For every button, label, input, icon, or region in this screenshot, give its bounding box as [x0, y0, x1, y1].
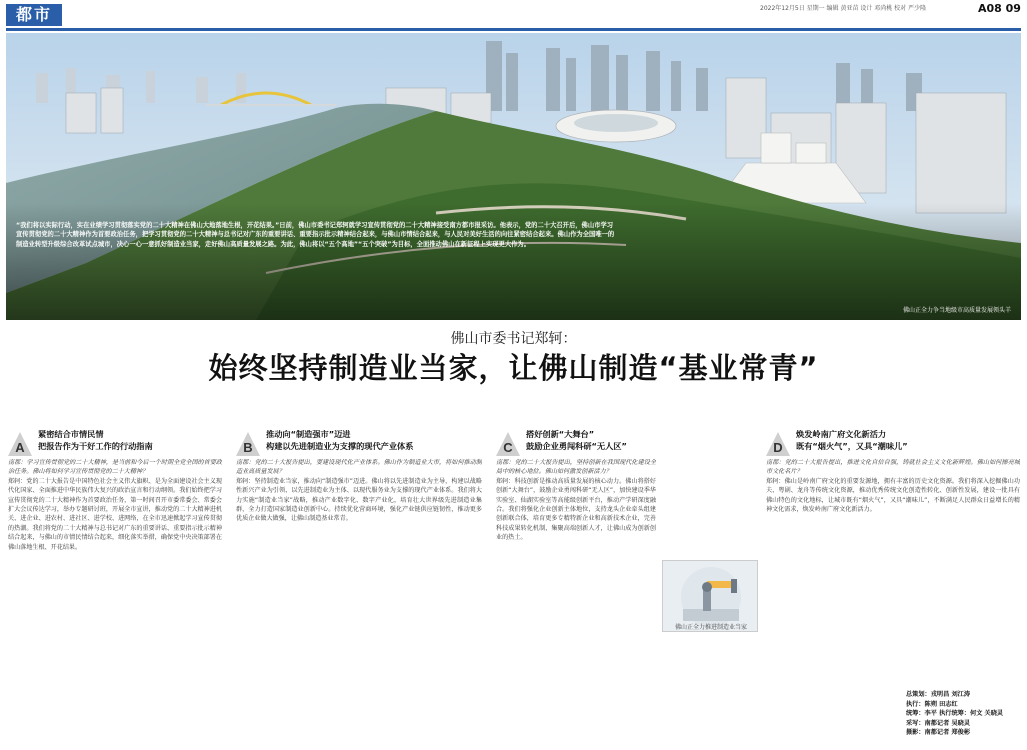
- page-number: A08 09: [978, 2, 1021, 15]
- column-d-body: 南都：党的二十大报告提出，推进文化自信自强，铸就社会主义文化新辉煌。佛山如何擦亮城市文化名片？ 郑轲：佛山是岭南广府文化的重要发源地，拥有丰富的历史文化资源。我们将深入挖掘佛山功夫、粤剧、龙舟等传统文化资源，推动优秀传统文化创造性转化、创新性发展，建设一批具有佛山特色的文化地标，让城市既有“烟火气”，又具“潮味儿”，不断满足人民群众日益增长的精神文化需求，焕发岭南广府文化新活力。: [766, 459, 1020, 514]
- kicker: 佛山市委书记郑轲：: [450, 331, 577, 347]
- column-b-body: 南都：党的二十大报告提出，要建设现代化产业体系。佛山作为制造业大市，将如何推动制造业高质量发展？ 郑轲：坚持制造业当家，推动向“制造强市”迈进。佛山将以先进制造业为主导，构建以战略性新兴产业为引领、以先进制造业为主体、以现代服务业为支撑的现代产业体系。我们将大力实施“制造业当家”战略，推动产业数字化、数字产业化，培育壮大世界级先进制造业集群，全力打造国家制造业创新中心。持续优化营商环境，强化产业链供应链韧性，推动更多优质企业做大做强，让佛山制造基业常青。: [236, 459, 482, 523]
- section-tab: 都市: [6, 4, 62, 26]
- credit-line: 摄影：南都记者 郑俊彬: [906, 729, 971, 736]
- svg-text:佛山正全力推进制造业当家: 佛山正全力推进制造业当家: [674, 625, 748, 631]
- headline: 始终坚持制造业当家，让佛山制造“基业常青”: [208, 351, 819, 385]
- article-column-a: [6, 428, 224, 746]
- credits-block: [906, 690, 1003, 738]
- column-d-title: 焕发岭南广府文化新活力 既有“烟火气”，又具“潮味儿”: [796, 429, 908, 451]
- hero-photo-credit: 佛山正全力争当地级市高质量发展领头羊: [902, 307, 1011, 314]
- city-aerial-illustration: [6, 33, 1021, 320]
- svg-text:C: C: [503, 440, 513, 455]
- credit-line: 采写：南都记者 吴晓灵: [906, 719, 971, 727]
- svg-text:A: A: [15, 440, 25, 455]
- column-c-title: 搭好创新“大舞台” 鼓励企业勇闯科研“无人区”: [526, 429, 627, 451]
- svg-text:B: B: [243, 440, 253, 455]
- masthead: [0, 0, 1027, 30]
- credit-line: 执行：陈朔 田志红: [906, 700, 958, 708]
- column-a-body: 南都：学习宣传贯彻党的二十大精神，是当前和今后一个时期全党全国的首要政治任务。佛山将如何学习宣传贯彻党的二十大精神？ 郑轲：党的二十大报告是中国特色社会主义伟大旗帜、是为全面建设社会主义现代化国家、全面推进中华民族伟大复兴的政治宣言和行动纲领。我们始终把学习宣传贯彻党的二十大精神作为首要政治任务，第一时间召开市委常委会、常委会扩大会议传达学习，举办专题研讨班，开展全市宣讲，推动党的二十大精神进机关、进企业、进农村、进社区、进学校、进网络，在全市迅速掀起学习宣传贯彻的热潮。我们将党的二十大精神与总书记对广东的重要讲话、重要指示批示精神结合起来，与佛山的市情民情结合起来，细化落实举措，确保党中央决策部署在佛山落地生根、开花结果。: [8, 459, 222, 551]
- letter-badge-a: [6, 430, 34, 458]
- credit-line: 统筹：李平 执行统筹：何文 关晓灵: [906, 710, 1004, 717]
- date-line: 2022年12月5日 星期一 编辑 黄亚苗 设计 邓尚桃 校对 严少隆: [760, 5, 927, 12]
- robot-arm-photo: [662, 560, 758, 632]
- letter-badge-b: [234, 430, 262, 458]
- robot-arm-illustration: [663, 561, 758, 632]
- column-c-body: 南都：党的二十大报告提出，坚持创新在我国现代化建设全局中的核心地位。佛山如何激发创新活力？ 郑轲：科技创新是推动高质量发展的核心动力。佛山将搭好创新“大舞台”，鼓励企业勇闯科研“无人区”，加快建设季华实验室、仙湖实验室等高能级创新平台，推动产学研深度融合。我们将强化企业创新主体地位，支持龙头企业牵头组建创新联合体，培育更多专精特新企业和高新技术企业，完善科技成果转化机制，集聚高端创新人才，让佛山成为创新创业的热土。: [496, 459, 656, 542]
- svg-text:D: D: [773, 440, 783, 455]
- article-column-d: [764, 428, 1022, 688]
- column-b-title: 推动向“制造强市”迈进 构建以先进制造业为支撑的现代产业体系: [266, 429, 414, 451]
- hero-photo: [6, 33, 1021, 320]
- letter-badge-d: [764, 430, 792, 458]
- letter-badge-c: [494, 430, 522, 458]
- article-column-b: [234, 428, 484, 746]
- top-rule: [6, 28, 1021, 31]
- credit-line: 总策划：戎明昌 刘江涛: [906, 691, 971, 698]
- column-a-title: 紧密结合市情民情 把报告作为干好工作的行动指南: [38, 429, 153, 451]
- hero-caption: “我们将以实际行动，实在业绩学习贯彻落实党的二十大精神在佛山大地落地生根，开花结果。”日前，佛山市委书记郑轲就学习宣传贯彻党的二十大精神接受南方都市报采访。他表示，党的二十大召开后，佛山市学习宣传贯彻党的二十大精神作为首要政治任务，把学习贯彻党的二十大精神与总书记对广东的重要讲话、重要指示批示精神结合起来，与佛山市情结合起来，与人民对美好生活的向往紧密结合起来。佛山作为全国唯一的制造业转型升级综合改革试点城市，决心一心一意抓好制造业当家，走好佛山高质量发展之路。为此，佛山将以“五个高地”“五个突破”为目标，全面推动佛山在新征程上实现更大作为。: [16, 222, 615, 248]
